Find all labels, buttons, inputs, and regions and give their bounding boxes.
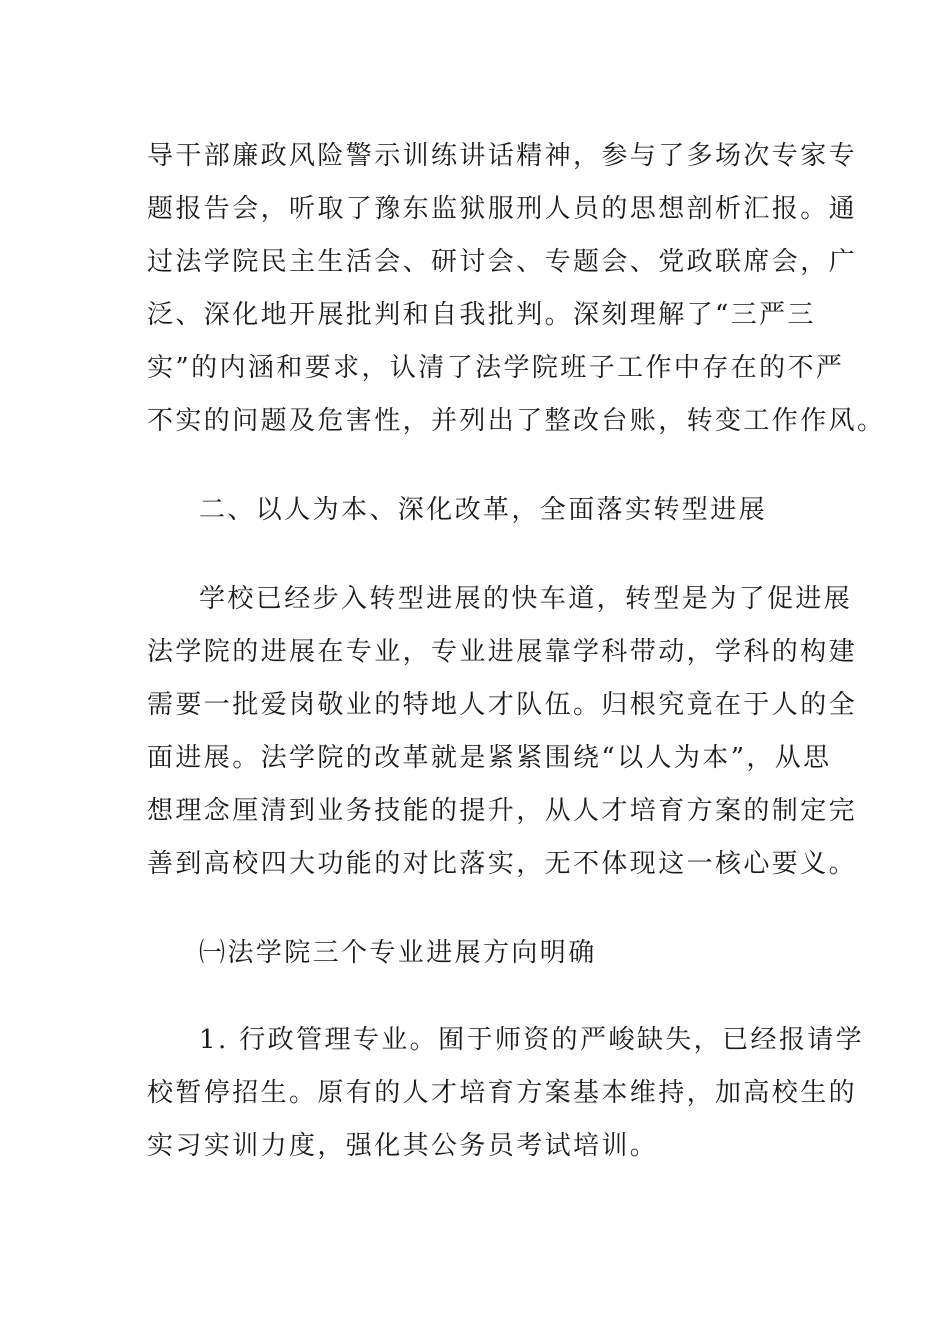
text-line: 需要一批爱岗敬业的特地人才队伍。归根究竟在于人的全 (147, 690, 858, 720)
text-line: 实习实训力度，强化其公务员考试培训。 (147, 1131, 659, 1161)
text-line: 学校已经步入转型进展的快车道，转型是为了促进展 (199, 584, 853, 614)
text-line: 过法学院民主生活会、研讨会、专题会、党政联席会，广 (147, 247, 858, 277)
paragraph-1 (147, 130, 886, 448)
text-line: 不实的问题及危害性，并列出了整改台账，转变工作作风。 (147, 406, 886, 436)
paragraph-3 (147, 1014, 865, 1173)
document-body (147, 130, 886, 1173)
text-line: 题报告会，听取了豫东监狱服刑人员的思想剖析汇报。通 (147, 194, 858, 224)
text-line: 1. 行政管理专业。囿于师资的严峻缺失，已经报请学 (199, 1025, 865, 1055)
paragraph-2 (147, 573, 858, 891)
text-line: 泛、深化地开展批判和自我批判。深刻理解了“三严三 (147, 300, 816, 330)
text-line: 法学院的进展在专业，专业进展靠学科带动，学科的构建 (147, 637, 858, 667)
text-line: 导干部廉政风险警示训练讲话精神，参与了多场次专家专 (147, 141, 858, 171)
section-heading: 二、以人为本、深化改革，全面落实转型进展 (199, 495, 768, 525)
subsection-heading: ㈠法学院三个专业进展方向明确 (199, 938, 597, 968)
text-line: 实”的内涵和要求，认清了法学院班子工作中存在的不严 (147, 353, 845, 383)
text-line: 想理念厘清到业务技能的提升，从人才培育方案的制定完 (147, 796, 858, 826)
text-line: 善到高校四大功能的对比落实，无不体现这一核心要义。 (147, 849, 858, 879)
text-line: 校暂停招生。原有的人才培育方案基本维持，加高校生的 (147, 1078, 858, 1108)
text-line: 面进展。法学院的改革就是紧紧围绕“以人为本”，从思 (147, 743, 832, 773)
